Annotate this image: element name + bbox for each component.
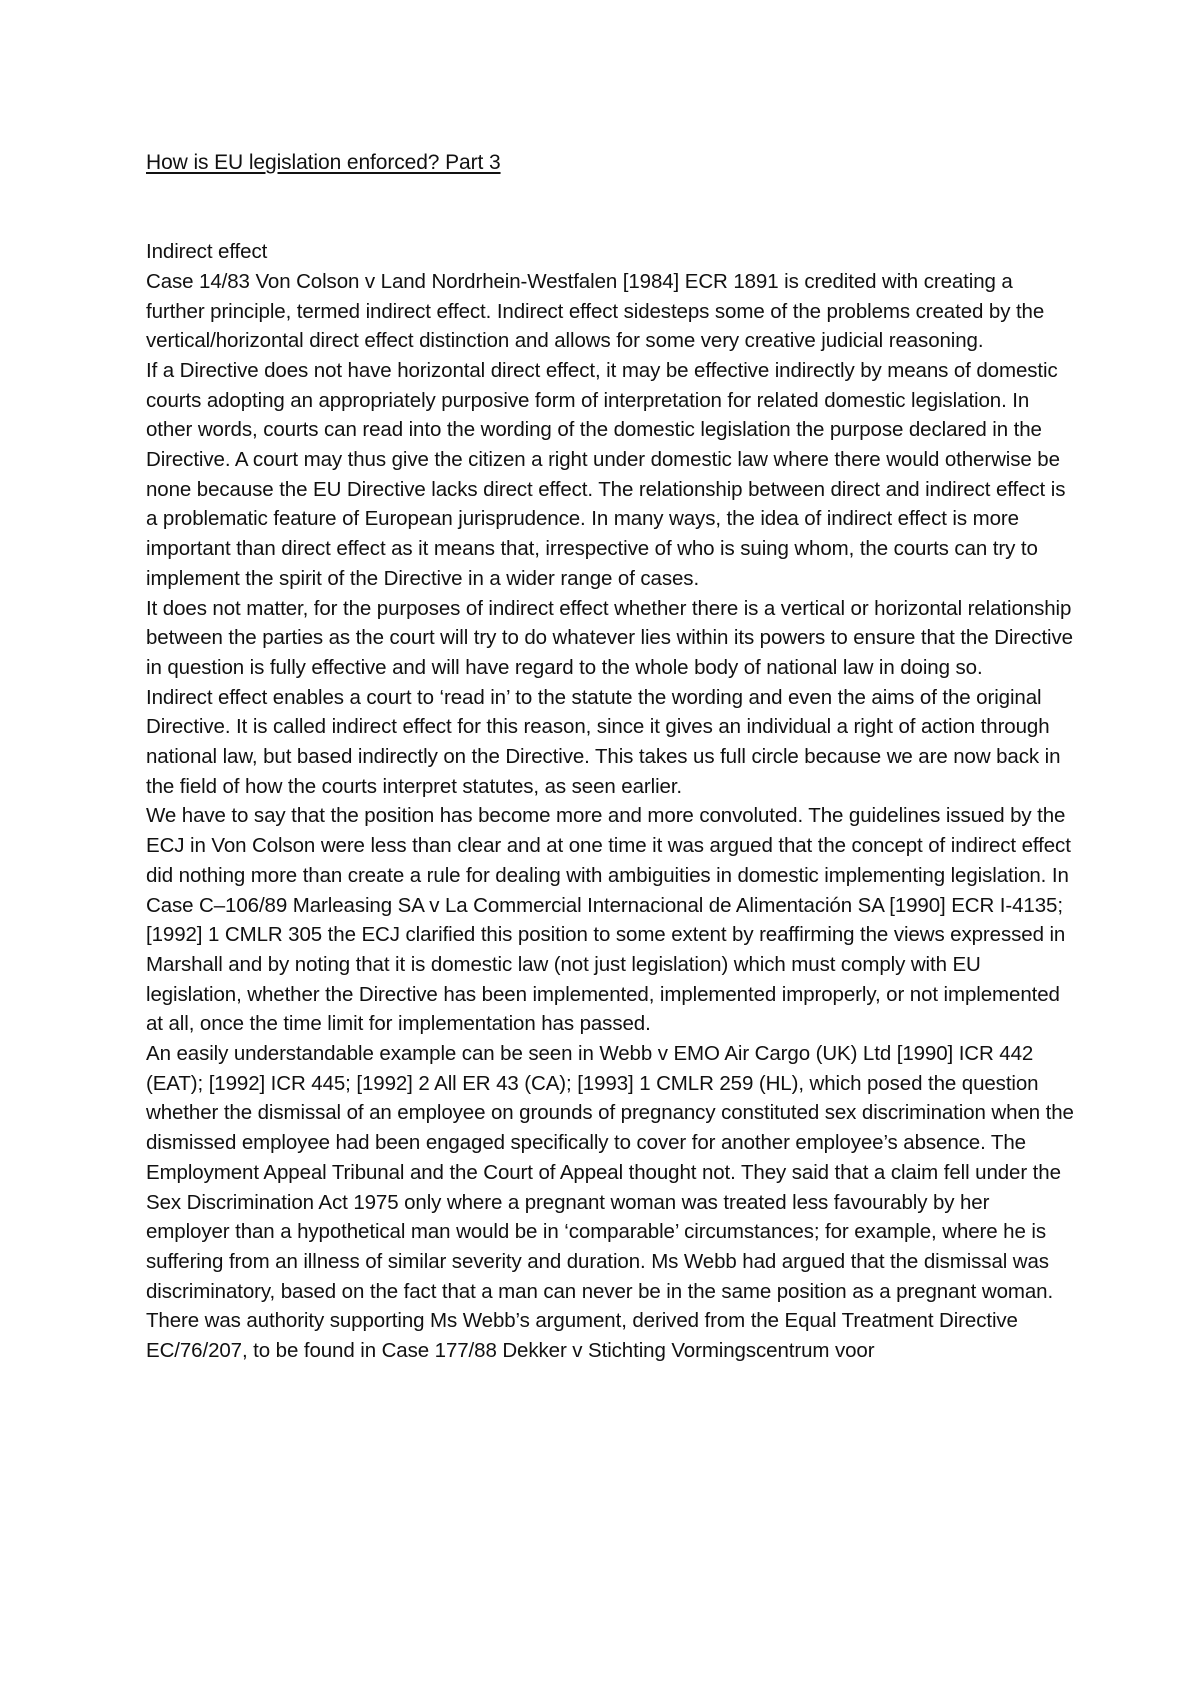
section-heading: Indirect effect xyxy=(146,240,268,264)
paragraph-dekker: There was authority supporting Ms Webb’s argument, derived from the Equal Treatment Directive EC/76/207, to be found in Case 177/88 Dekker v Stichting Vormingscentrum voor xyxy=(146,1309,1018,1363)
paragraph-read-in: Indirect effect enables a court to ‘read in’ to the statute the wording and even the aims of the original Directive. It is called indirect effect for this reason, since it gives an individual a right of action through national law, but based indirectly on the Directive. This takes us full circle because we are now back in the field of how the courts interpret statutes, as seen earlier. xyxy=(146,685,1061,798)
paragraph-webb-example: An easily understandable example can be seen in Webb v EMO Air Cargo (UK) Ltd [1990] ICR 442 (EAT); [1992] ICR 445; [1992] 2 All ER 43 (CA); [1993] 1 CMLR 259 (HL), which posed the question whether the dismissal of an employee on grounds of pregnancy constituted sex discrimination when the dismissed employee had been engaged specifically to cover for another employee’s absence. The Employment Appeal Tribunal and the Court of Appeal thought not. They said that a claim fell under the Sex Discrimination Act 1975 only where a pregnant woman was treated less favourably by her employer than a hypothetical man would be in ‘comparable’ circumstances; for example, where he is suffering from an illness of similar severity and duration. Ms Webb had argued that the dismissal was discriminatory, based on the fact that a man can never be in the same position as a pregnant woman. xyxy=(146,1042,1074,1303)
paragraph-horizontal-direct-effect: If a Directive does not have horizontal direct effect, it may be effective indirectly by means of domestic courts adopting an appropriately purposive form of interpretation for related domestic legislation. In other words, courts can read into the wording of the domestic legislation the purpose declared in the Directive. A court may thus give the citizen a right under domestic law where there would otherwise be none because the EU Directive lacks direct effect. The relationship between direct and indirect effect is a problematic feature of European jurisprudence. In many ways, the idea of indirect effect is more important than direct effect as it means that, irrespective of who is suing whom, the courts can try to implement the spirit of the Directive in a wider range of cases. xyxy=(146,358,1066,590)
paragraph-von-colson: Case 14/83 Von Colson v Land Nordrhein-Westfalen [1984] ECR 1891 is credited with creating a further principle, termed indirect effect. Indirect effect sidesteps some of the problems created by the vertical/horizontal direct effect distinction and allows for some very creative judicial reasoning. xyxy=(146,269,1045,353)
document-body xyxy=(146,148,1076,1366)
document-title: How is EU legislation enforced? Part 3 xyxy=(146,151,501,174)
paragraph-marleasing: We have to say that the position has become more and more convoluted. The guidelines issued by the ECJ in Von Colson were less than clear and at one time it was argued that the concept of indirect effect did nothing more than create a rule for dealing with ambiguities in domestic implementing legislation. In Case C–106/89 Marleasing SA v La Commercial Internacional de Alimentación SA [1990] ECR I-4135; [1992] 1 CMLR 305 the ECJ clarified this position to some extent by reaffirming the views expressed in Marshall and by noting that it is domestic law (not just legislation) which must comply with EU legislation, whether the Directive has been implemented, implemented improperly, or not implemented at all, once the time limit for implementation has passed. xyxy=(146,804,1071,1036)
paragraph-vertical-horizontal: It does not matter, for the purposes of indirect effect whether there is a vertical or horizontal relationship between the parties as the court will try to do whatever lies within its powers to ensure that the Directive in question is fully effective and will have regard to the whole body of national law in doing so. xyxy=(146,596,1073,679)
